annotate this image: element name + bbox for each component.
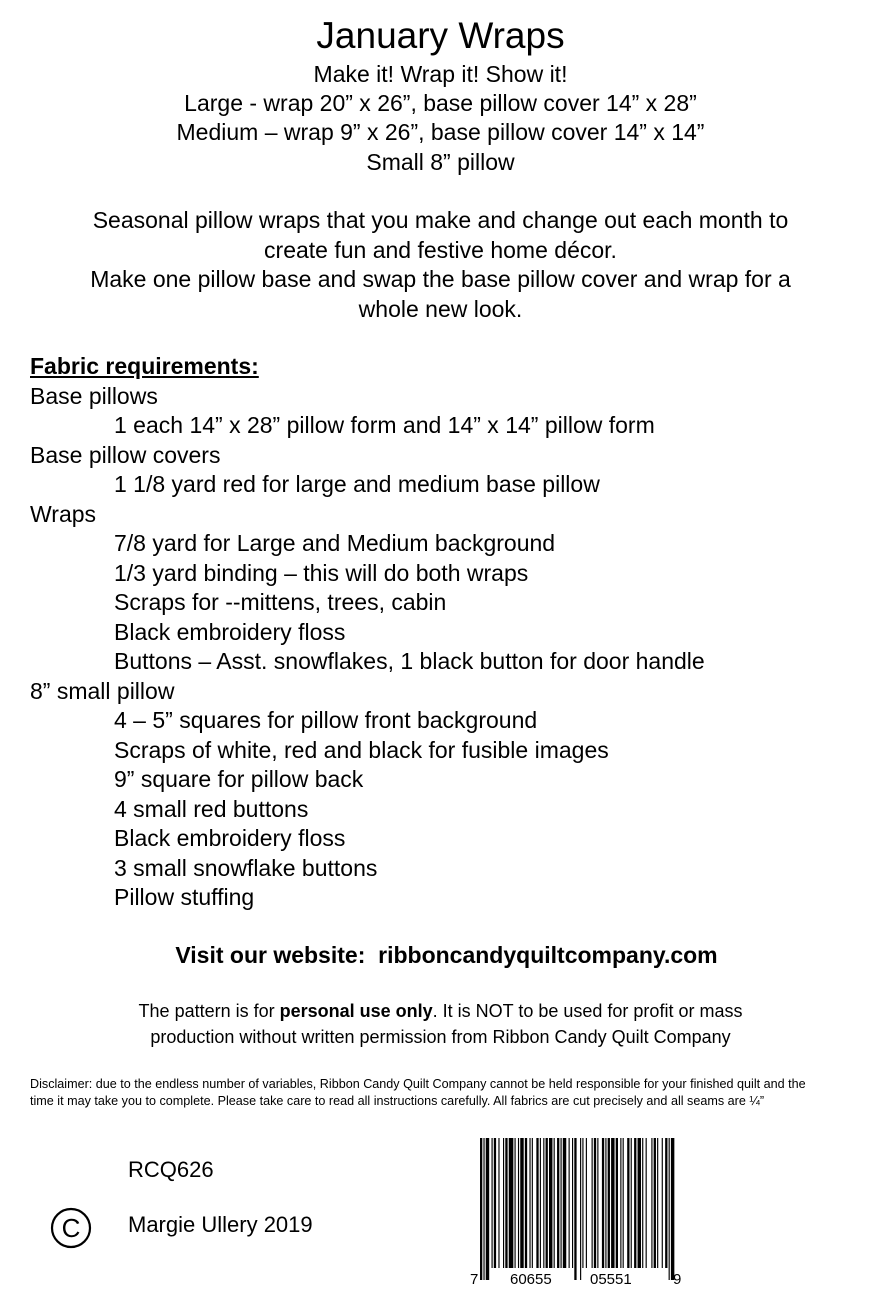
barcode-bar — [642, 1138, 643, 1268]
barcode-bar — [572, 1138, 573, 1268]
barcode-bar — [671, 1138, 674, 1280]
barcode-bar — [634, 1138, 636, 1268]
notice-text: . It is NOT to be used for profit or mass — [432, 1001, 743, 1021]
barcode-bar — [638, 1138, 641, 1268]
barcode-bar — [654, 1138, 656, 1268]
notice-bold: personal use only — [279, 1001, 433, 1021]
barcode-bar — [503, 1138, 504, 1268]
barcode-bar — [657, 1138, 658, 1268]
barcode-bar — [540, 1138, 541, 1268]
disclaimer: Disclaimer: due to the endless number of variables, Ribbon Candy Quilt Company cannot be held responsible for your finished quilt and the time it may take you to complete. Please take care to read all instructions carefully. All fabrics are cut precisely and all seams are ¼” — [30, 1077, 806, 1108]
fabric-requirements — [30, 352, 705, 913]
barcode-bar — [561, 1138, 562, 1268]
barcode-bar — [602, 1138, 604, 1268]
barcode-digit-left: 7 — [470, 1271, 479, 1286]
barcode-bar — [543, 1138, 544, 1268]
list-item: Pillow stuffing — [114, 884, 255, 910]
barcode-bar — [620, 1138, 621, 1268]
barcode-bar — [525, 1138, 527, 1268]
intro-line: Make one pillow base and swap the base pillow cover and wrap for a — [90, 266, 791, 292]
barcode-bar — [536, 1138, 538, 1268]
size-medium: Medium – wrap 9” x 26”, base pillow cover 14” x 14” — [176, 119, 705, 145]
barcode-bar — [597, 1138, 598, 1268]
barcode-icon — [470, 1138, 686, 1286]
barcode-bar — [546, 1138, 548, 1268]
barcode-bar — [486, 1138, 489, 1280]
group-label: 8” small pillow — [30, 677, 175, 704]
barcode-bar — [480, 1138, 482, 1280]
barcode-bar — [498, 1138, 499, 1268]
usage-notice — [0, 998, 881, 1050]
size-small: Small 8” pillow — [366, 149, 515, 175]
barcode-digit-right: 9 — [673, 1271, 682, 1286]
barcode-bar — [492, 1138, 493, 1268]
notice-line-2: production without written permission from Ribbon Candy Quilt Company — [150, 1027, 731, 1047]
copyright-symbol: C — [61, 1213, 81, 1243]
barcode-bar — [529, 1138, 530, 1268]
intro-line: create fun and festive home décor. — [264, 236, 617, 263]
notice-text: The pattern is for — [138, 1001, 280, 1021]
fabric-heading: Fabric requirements: — [30, 353, 259, 379]
product-code: RCQ626 — [128, 1157, 214, 1182]
barcode-group-2: 05551 — [590, 1271, 632, 1286]
list-item: Scraps for --mittens, trees, cabin — [114, 589, 447, 615]
barcode-bar — [665, 1138, 667, 1268]
barcode-bar — [569, 1138, 570, 1268]
list-item: Black embroidery floss — [114, 825, 346, 851]
barcode-bar — [563, 1138, 566, 1268]
size-large: Large - wrap 20” x 26”, base pillow cover 14” x 28” — [184, 90, 697, 116]
tagline: Make it! Wrap it! Show it! — [313, 61, 568, 87]
notice-line-1 — [0, 998, 881, 1024]
page-title: January Wraps — [316, 15, 565, 56]
barcode-bar — [669, 1138, 670, 1280]
list-item: 9” square for pillow back — [114, 766, 364, 792]
barcode-bar — [532, 1138, 533, 1268]
barcode-bar — [646, 1138, 647, 1268]
list-item: 7/8 yard for Large and Medium background — [114, 530, 556, 556]
barcode-bar — [554, 1138, 555, 1268]
barcode-bar — [582, 1138, 583, 1268]
barcode-bar — [580, 1138, 581, 1280]
barcode-bar — [505, 1138, 507, 1268]
barcode-bar — [592, 1138, 593, 1268]
barcode-bar — [627, 1138, 629, 1268]
list-item: Black embroidery floss — [114, 618, 346, 645]
list-item: Buttons – Asst. snowflakes, 1 black button for door handle — [114, 648, 705, 674]
barcode-bar — [605, 1138, 606, 1268]
copyright-icon — [50, 1207, 92, 1249]
barcode-group-1: 60655 — [510, 1271, 552, 1286]
author: Margie Ullery 2019 — [128, 1212, 313, 1237]
barcode-bar — [611, 1138, 614, 1268]
list-item: 1 1/8 yard red for large and medium base pillow — [114, 471, 600, 497]
barcode-bar — [483, 1138, 484, 1280]
barcode-bar — [631, 1138, 632, 1268]
group-label: Wraps — [30, 500, 97, 527]
barcode-bar — [651, 1138, 652, 1268]
barcode-bar — [586, 1138, 587, 1268]
barcode-bar — [594, 1138, 596, 1268]
list-item: 1/3 yard binding – this will do both wraps — [114, 559, 529, 586]
barcode-bar — [549, 1138, 552, 1268]
list-item: 3 small snowflake buttons — [114, 854, 378, 881]
group-label: Base pillows — [30, 382, 158, 409]
barcode-bar — [494, 1138, 496, 1268]
website-line — [0, 940, 881, 970]
list-item: 4 – 5” squares for pillow front background — [114, 707, 538, 733]
list-item: 1 each 14” x 28” pillow form and 14” x 14” pillow form — [114, 412, 655, 438]
barcode-bar — [662, 1138, 663, 1268]
list-item: 4 small red buttons — [114, 795, 309, 822]
barcode-bar — [515, 1138, 516, 1268]
intro-text — [0, 206, 881, 324]
barcode-bar — [557, 1138, 559, 1268]
barcode-bar — [574, 1138, 576, 1280]
website-link[interactable]: ribboncandyquiltcompany.com — [378, 942, 718, 968]
list-item: Scraps of white, red and black for fusible images — [114, 736, 609, 763]
website-label: Visit our website: — [175, 942, 366, 968]
barcode-bar — [520, 1138, 523, 1268]
barcode-bar — [608, 1138, 610, 1268]
barcode-bar — [623, 1138, 624, 1268]
group-label: Base pillow covers — [30, 441, 221, 468]
barcode-bar — [518, 1138, 519, 1268]
intro-line: Seasonal pillow wraps that you make and change out each month to — [92, 207, 789, 233]
intro-line: whole new look. — [358, 295, 523, 322]
barcode-bar — [509, 1138, 514, 1268]
barcode-bar — [616, 1138, 618, 1268]
